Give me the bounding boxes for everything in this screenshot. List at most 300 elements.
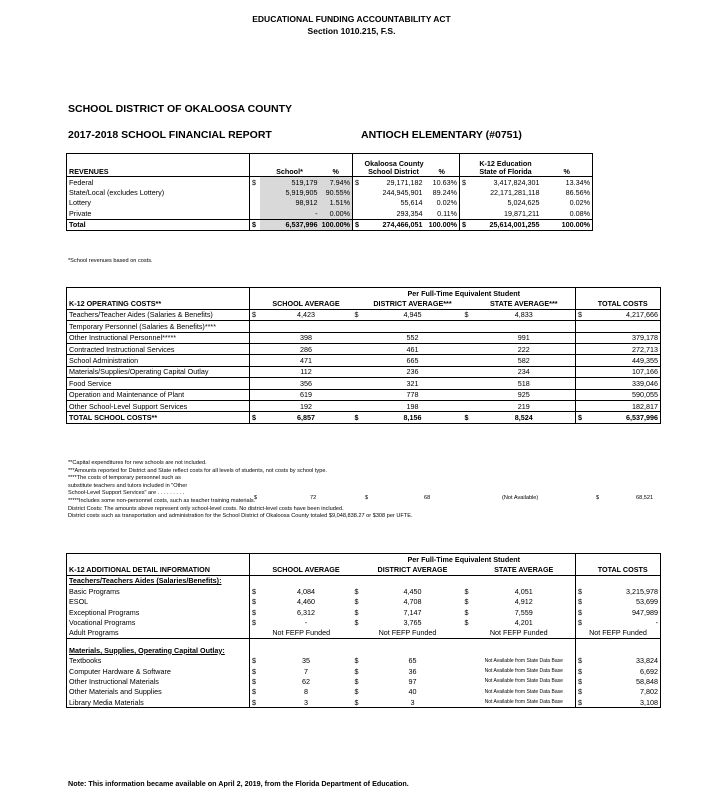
operating-school: 471: [260, 355, 353, 366]
revenue-label: Federal: [67, 177, 250, 188]
temp-state: (Not Available): [502, 495, 539, 501]
dollar-sign: [576, 343, 586, 354]
subsection-row: [67, 645, 661, 655]
dollar-sign: $: [354, 597, 359, 607]
operating-school: [260, 321, 353, 332]
additional-total: 947,989: [586, 607, 661, 617]
dollar-sign: [250, 389, 260, 400]
operating-row: [67, 389, 661, 400]
revenues-footnote: *School revenues based on costs.: [68, 258, 153, 264]
dollar-sign: $: [576, 412, 586, 423]
operating-school: 6,857: [260, 412, 353, 423]
op-col-school: SCHOOL AVERAGE: [260, 298, 353, 309]
op-note-7: District Costs: The amounts above represent only school-level costs. No district-level costs have been included.: [68, 505, 344, 512]
dollar-sign: [576, 378, 586, 389]
operating-label: Operation and Maintenance of Plant: [67, 389, 250, 400]
dollar-sign: [576, 389, 586, 400]
additional-total: Not FEFP Funded: [576, 628, 661, 639]
spacer: [250, 575, 260, 586]
operating-total: 182,817: [586, 400, 661, 411]
dollar-sign: $: [354, 607, 359, 617]
operating-label: Other School-Level Support Services: [67, 400, 250, 411]
additional-district: Not FEFP Funded: [353, 628, 463, 639]
operating-school: 619: [260, 389, 353, 400]
spacer: [576, 645, 586, 655]
additional-total: 7,802: [586, 687, 661, 697]
dollar-sign: $: [250, 219, 260, 230]
dollar-sign: [463, 343, 473, 354]
additional-school: 4,460: [297, 597, 315, 607]
operating-total: 272,713: [586, 343, 661, 354]
additional-school: 8: [304, 687, 308, 697]
revenue-school: 5,919,905: [260, 187, 320, 197]
revenue-school: -: [260, 208, 320, 219]
spacer: [463, 687, 473, 697]
additional-row: [67, 656, 661, 666]
dollar-sign: $: [464, 618, 469, 628]
dollar-sign: $: [353, 219, 363, 230]
spacer: [463, 666, 473, 676]
additional-total: 6,692: [586, 666, 661, 676]
dollar-sign: $: [250, 309, 260, 320]
operating-total: 339,046: [586, 378, 661, 389]
dollar-sign: [353, 332, 363, 343]
operating-label: TOTAL SCHOOL COSTS**: [67, 412, 250, 423]
dollar-sign: [576, 355, 586, 366]
spacer: [586, 645, 661, 655]
revenue-district-pct: 10.63%: [432, 177, 457, 187]
dollar-sign: $: [353, 309, 363, 320]
spacer: [363, 645, 463, 655]
operating-state: 518: [473, 378, 576, 389]
dollar-sign: $: [250, 412, 260, 423]
revenue-label: Private: [67, 208, 250, 219]
revenue-label: State/Local (excludes Lottery): [67, 187, 250, 197]
operating-state: 8,524: [473, 412, 576, 423]
dollar-sign: $: [250, 656, 260, 666]
operating-district: 552: [363, 332, 463, 343]
dollar-sign: $: [250, 177, 260, 188]
dollar-sign: [250, 198, 260, 208]
temp-school: 72: [310, 495, 317, 501]
operating-total: 379,178: [586, 332, 661, 343]
revenue-state: 25,614,001,255: [470, 219, 542, 230]
operating-state: 582: [473, 355, 576, 366]
additional-school: 4,084: [297, 586, 315, 596]
additional-state: Not Available from State Data Base: [484, 678, 563, 685]
operating-row: [67, 355, 661, 366]
report-title: 2017-2018 SCHOOL FINANCIAL REPORT: [68, 129, 272, 141]
additional-school: -: [304, 618, 308, 628]
dollar-sign: [353, 389, 363, 400]
dollar-sign: $: [576, 597, 586, 607]
operating-super-header: Per Full-Time Equivalent Student: [353, 288, 576, 299]
dollar-sign: $: [464, 586, 469, 596]
operating-school: 286: [260, 343, 353, 354]
dollar-sign: [576, 400, 586, 411]
revenue-district-pct: 100.00%: [425, 219, 460, 230]
dollar-sign: [460, 198, 470, 208]
dollar-sign: $: [250, 676, 260, 686]
dollar-sign: $: [576, 676, 586, 686]
rev-col-state: K-12 Education State of Florida: [470, 154, 542, 177]
additional-total: -: [586, 617, 661, 627]
operating-row: [67, 332, 661, 343]
spacer: [463, 656, 473, 666]
spacer: [363, 575, 463, 586]
operating-total: 4,217,666: [586, 309, 661, 320]
spacer: [473, 575, 576, 586]
spacer: [576, 575, 586, 586]
operating-row: [67, 400, 661, 411]
rev-col-district-pct: %: [425, 154, 460, 177]
dollar-sign: $: [353, 412, 363, 423]
revenue-district: 293,354: [396, 208, 423, 218]
temp-district: 68: [424, 495, 431, 501]
temp-total: 68,521: [636, 495, 654, 501]
operating-row: [67, 366, 661, 377]
revenue-state-pct: 86.56%: [542, 187, 593, 197]
additional-state: 4,912: [514, 597, 533, 607]
dollar-sign: $: [576, 586, 586, 596]
dollar-sign: [463, 400, 473, 411]
dollar-sign: [250, 400, 260, 411]
operating-label: Teachers/Teacher Aides (Salaries & Benefits): [67, 309, 250, 320]
additional-row: [67, 597, 661, 607]
additional-school: 62: [302, 676, 310, 686]
dollar-sign: $: [250, 666, 260, 676]
revenue-school: 98,912: [260, 198, 320, 208]
additional-district: 3: [363, 697, 463, 708]
revenue-state-pct: 0.02%: [542, 198, 593, 208]
operating-state: 4,833: [473, 309, 576, 320]
temp-d1: $: [254, 495, 258, 501]
materials-subsection-title: Materials, Supplies, Operating Capital Outlay:: [67, 645, 250, 655]
spacer: [463, 575, 473, 586]
operating-district: 8,156: [363, 412, 463, 423]
operating-district: 198: [363, 400, 463, 411]
dollar-sign: [460, 208, 470, 219]
dollar-sign: [353, 198, 363, 208]
operating-total: 449,355: [586, 355, 661, 366]
operating-school: 192: [260, 400, 353, 411]
additional-state: 4,201: [514, 618, 533, 628]
operating-state: 991: [473, 332, 576, 343]
dollar-sign: $: [354, 586, 359, 596]
additional-row: [67, 687, 661, 697]
additional-state: Not Available from State Data Base: [484, 668, 563, 675]
operating-school: 356: [260, 378, 353, 389]
dollar-sign: [250, 187, 260, 197]
dollar-sign: $: [576, 617, 586, 627]
additional-label: ESOL: [67, 597, 250, 607]
dollar-sign: $: [463, 309, 473, 320]
operating-school: 112: [260, 366, 353, 377]
revenue-row: [67, 187, 593, 197]
additional-row: [67, 628, 661, 639]
spacer: [260, 645, 353, 655]
op-col-state: STATE AVERAGE***: [473, 298, 576, 309]
dollar-sign: $: [250, 607, 260, 617]
revenue-row: [67, 208, 593, 219]
revenue-school-pct: 90.55%: [320, 187, 353, 197]
spacer: [473, 645, 576, 655]
dollar-sign: [250, 332, 260, 343]
dollar-sign: [460, 187, 470, 197]
operating-district: 461: [363, 343, 463, 354]
dollar-sign: [250, 378, 260, 389]
operating-label: Food Service: [67, 378, 250, 389]
additional-row: [67, 697, 661, 708]
spacer: [463, 676, 473, 686]
dollar-sign: [463, 332, 473, 343]
additional-label: Other Instructional Materials: [67, 676, 250, 686]
dollar-sign: $: [576, 607, 586, 617]
op-note-1: **Capital expenditures for new schools are not included.: [68, 460, 207, 466]
additional-state: Not FEFP Funded: [463, 628, 576, 639]
revenue-label: Lottery: [67, 198, 250, 208]
temp-d4: $: [596, 495, 600, 501]
additional-district: 7,147: [403, 607, 422, 617]
spacer: [260, 575, 353, 586]
operating-label: Other Instructional Personnel*****: [67, 332, 250, 343]
operating-district: 778: [363, 389, 463, 400]
operating-label: School Administration: [67, 355, 250, 366]
additional-state: Not Available from State Data Base: [484, 657, 563, 664]
additional-label: Basic Programs: [67, 586, 250, 596]
op-col-total: TOTAL COSTS: [586, 298, 661, 309]
additional-total: 3,215,978: [586, 586, 661, 596]
operating-row: [67, 412, 661, 423]
additional-label: Computer Hardware & Software: [67, 666, 250, 676]
add-col-school: SCHOOL AVERAGE: [260, 564, 353, 575]
operating-row: [67, 309, 661, 320]
dollar-sign: $: [354, 618, 359, 628]
operating-title: K-12 OPERATING COSTS**: [67, 298, 250, 309]
revenue-district: 29,171,182: [386, 177, 423, 187]
revenue-district: 274,466,051: [363, 219, 425, 230]
operating-state: 219: [473, 400, 576, 411]
dollar-sign: $: [250, 687, 260, 697]
dollar-sign: $: [353, 697, 363, 708]
dollar-sign: [353, 187, 363, 197]
dollar-sign: [576, 321, 586, 332]
report-header-statute: Section 1010.215, F.S.: [307, 26, 396, 36]
additional-label: Adult Programs: [67, 628, 250, 639]
additional-label: Other Materials and Supplies: [67, 687, 250, 697]
dollar-sign: [463, 389, 473, 400]
dollar-sign: [353, 321, 363, 332]
dollar-sign: $: [250, 617, 260, 627]
dollar-sign: [353, 400, 363, 411]
additional-row: [67, 607, 661, 617]
revenue-district: 244,945,901: [382, 188, 423, 198]
operating-row: [67, 378, 661, 389]
operating-label: Contracted Instructional Services: [67, 343, 250, 354]
additional-label: Library Media Materials: [67, 697, 250, 708]
operating-district: 665: [363, 355, 463, 366]
operating-total: 590,055: [586, 389, 661, 400]
additional-state: Not Available from State Data Base: [473, 697, 576, 708]
dollar-sign: [353, 378, 363, 389]
revenue-district-pct: 0.11%: [437, 208, 457, 218]
dollar-sign: $: [354, 656, 359, 666]
dollar-sign: [576, 366, 586, 377]
dollar-sign: [250, 343, 260, 354]
op-col-district: DISTRICT AVERAGE***: [363, 298, 463, 309]
subsection-row: [67, 575, 661, 586]
additional-state: 7,559: [514, 607, 533, 617]
revenue-state: 5,024,625: [507, 198, 540, 208]
operating-state: 925: [473, 389, 576, 400]
additional-state: Not Available from State Data Base: [484, 688, 563, 695]
revenue-row: [67, 198, 593, 208]
dollar-sign: $: [463, 412, 473, 423]
additional-label: Textbooks: [67, 656, 250, 666]
additional-school: 7: [304, 666, 308, 676]
additional-row: [67, 586, 661, 596]
revenues-table: [66, 153, 593, 231]
additional-label: Exceptional Programs: [67, 607, 250, 617]
operating-district: [363, 321, 463, 332]
additional-detail-table: [66, 553, 661, 708]
additional-total: 58,848: [586, 676, 661, 686]
operating-notes: [68, 460, 668, 521]
rev-col-district: Okaloosa County School District: [363, 154, 425, 177]
operating-state: 234: [473, 366, 576, 377]
additional-district: 36: [408, 666, 417, 676]
additional-school: 3: [260, 697, 353, 708]
revenue-school: 6,537,996: [260, 219, 320, 230]
revenue-school-pct: 1.51%: [320, 198, 353, 208]
dollar-sign: [250, 208, 260, 219]
additional-school: 35: [302, 656, 310, 666]
dollar-sign: $: [576, 656, 586, 666]
operating-row: [67, 321, 661, 332]
add-col-state: STATE AVERAGE: [473, 564, 576, 575]
spacer: [353, 645, 363, 655]
footer-note: Note: This information became available on April 2, 2019, from the Florida Department of Education.: [68, 779, 409, 788]
additional-row: [67, 676, 661, 686]
additional-row: [67, 666, 661, 676]
revenue-district-pct: 0.02%: [436, 198, 457, 208]
dollar-sign: $: [576, 309, 586, 320]
operating-district: 236: [363, 366, 463, 377]
additional-district: 65: [408, 656, 417, 666]
dollar-sign: $: [464, 597, 469, 607]
spacer: [250, 645, 260, 655]
op-note-4: substitute teachers and tutors included in "Other: [68, 482, 188, 489]
dollar-sign: [250, 366, 260, 377]
dollar-sign: $: [250, 697, 260, 708]
additional-total: 33,824: [586, 656, 661, 666]
operating-costs-table: [66, 287, 661, 424]
operating-district: 4,945: [363, 309, 463, 320]
revenue-state: 3,417,824,301: [493, 177, 540, 187]
spacer: [353, 575, 363, 586]
additional-district: 40: [408, 687, 417, 697]
operating-district: 321: [363, 378, 463, 389]
rev-col-state-pct: %: [542, 154, 593, 177]
additional-state: 4,051: [514, 586, 533, 596]
operating-label: Materials/Supplies/Operating Capital Outlay: [67, 366, 250, 377]
revenue-school: 519,179: [260, 177, 320, 188]
operating-total: 107,166: [586, 366, 661, 377]
dollar-sign: $: [464, 607, 469, 617]
additional-school: 6,312: [297, 607, 315, 617]
dollar-sign: $: [460, 219, 470, 230]
report-header-title: EDUCATIONAL FUNDING ACCOUNTABILITY ACT: [252, 14, 451, 24]
revenue-state-pct: 13.34%: [542, 177, 593, 188]
op-note-5: School-Level Support Services" are . . . . . . . . .: [68, 490, 185, 497]
dollar-sign: [463, 366, 473, 377]
operating-total: [586, 321, 661, 332]
district-name: SCHOOL DISTRICT OF OKALOOSA COUNTY: [68, 103, 293, 115]
additional-total: 3,108: [586, 697, 661, 708]
dollar-sign: [353, 366, 363, 377]
dollar-sign: $: [460, 177, 470, 188]
dollar-sign: [463, 378, 473, 389]
spacer: [586, 575, 661, 586]
dollar-sign: $: [354, 666, 359, 676]
school-name: ANTIOCH ELEMENTARY (#0751): [361, 129, 522, 141]
operating-label: Temporary Personnel (Salaries & Benefits)****: [67, 321, 250, 332]
additional-label: Vocational Programs: [67, 617, 250, 627]
operating-school: 398: [260, 332, 353, 343]
revenue-label: Total: [67, 219, 250, 230]
dollar-sign: $: [576, 666, 586, 676]
dollar-sign: $: [354, 687, 359, 697]
dollar-sign: [463, 321, 473, 332]
add-col-district: DISTRICT AVERAGE: [363, 564, 463, 575]
add-col-total: TOTAL COSTS: [586, 564, 661, 575]
dollar-sign: $: [353, 177, 363, 188]
operating-school: 4,423: [260, 309, 353, 320]
dollar-sign: [353, 343, 363, 354]
dollar-sign: [250, 321, 260, 332]
additional-district: 3,765: [403, 618, 422, 628]
additional-school: Not FEFP Funded: [250, 628, 353, 639]
revenue-school-pct: 7.94%: [320, 177, 353, 188]
rev-col-school-pct: %: [320, 154, 353, 177]
revenue-state: 22,171,281,118: [490, 188, 540, 198]
teachers-subsection-title: Teachers/Teachers Aides (Salaries/Benefits):: [67, 575, 250, 586]
dollar-sign: [576, 332, 586, 343]
dollar-sign: $: [576, 687, 586, 697]
dollar-sign: [463, 355, 473, 366]
revenue-district: 55,614: [400, 198, 423, 208]
dollar-sign: $: [250, 586, 260, 596]
revenue-district-pct: 89.24%: [432, 188, 457, 198]
dollar-sign: $: [354, 676, 359, 686]
revenue-row: [67, 177, 593, 188]
op-note-6: *****Includes some non-personnel costs, such as teacher training materials.: [68, 497, 256, 504]
additional-super-header: Per Full-Time Equivalent Student: [353, 554, 576, 565]
dollar-sign: $: [576, 697, 586, 708]
revenue-state-pct: 0.08%: [542, 208, 593, 219]
rev-col-school: School*: [260, 154, 320, 177]
operating-total: 6,537,996: [586, 412, 661, 423]
op-note-3: ****The costs of temporary personnel such as: [68, 475, 181, 482]
operating-row: [67, 343, 661, 354]
operating-state: [473, 321, 576, 332]
revenue-state: 19,871,211: [504, 208, 540, 218]
dollar-sign: [353, 355, 363, 366]
additional-total: 53,699: [586, 597, 661, 607]
additional-district: 97: [408, 676, 417, 686]
additional-row: [67, 617, 661, 627]
revenues-title: REVENUES: [67, 154, 250, 177]
